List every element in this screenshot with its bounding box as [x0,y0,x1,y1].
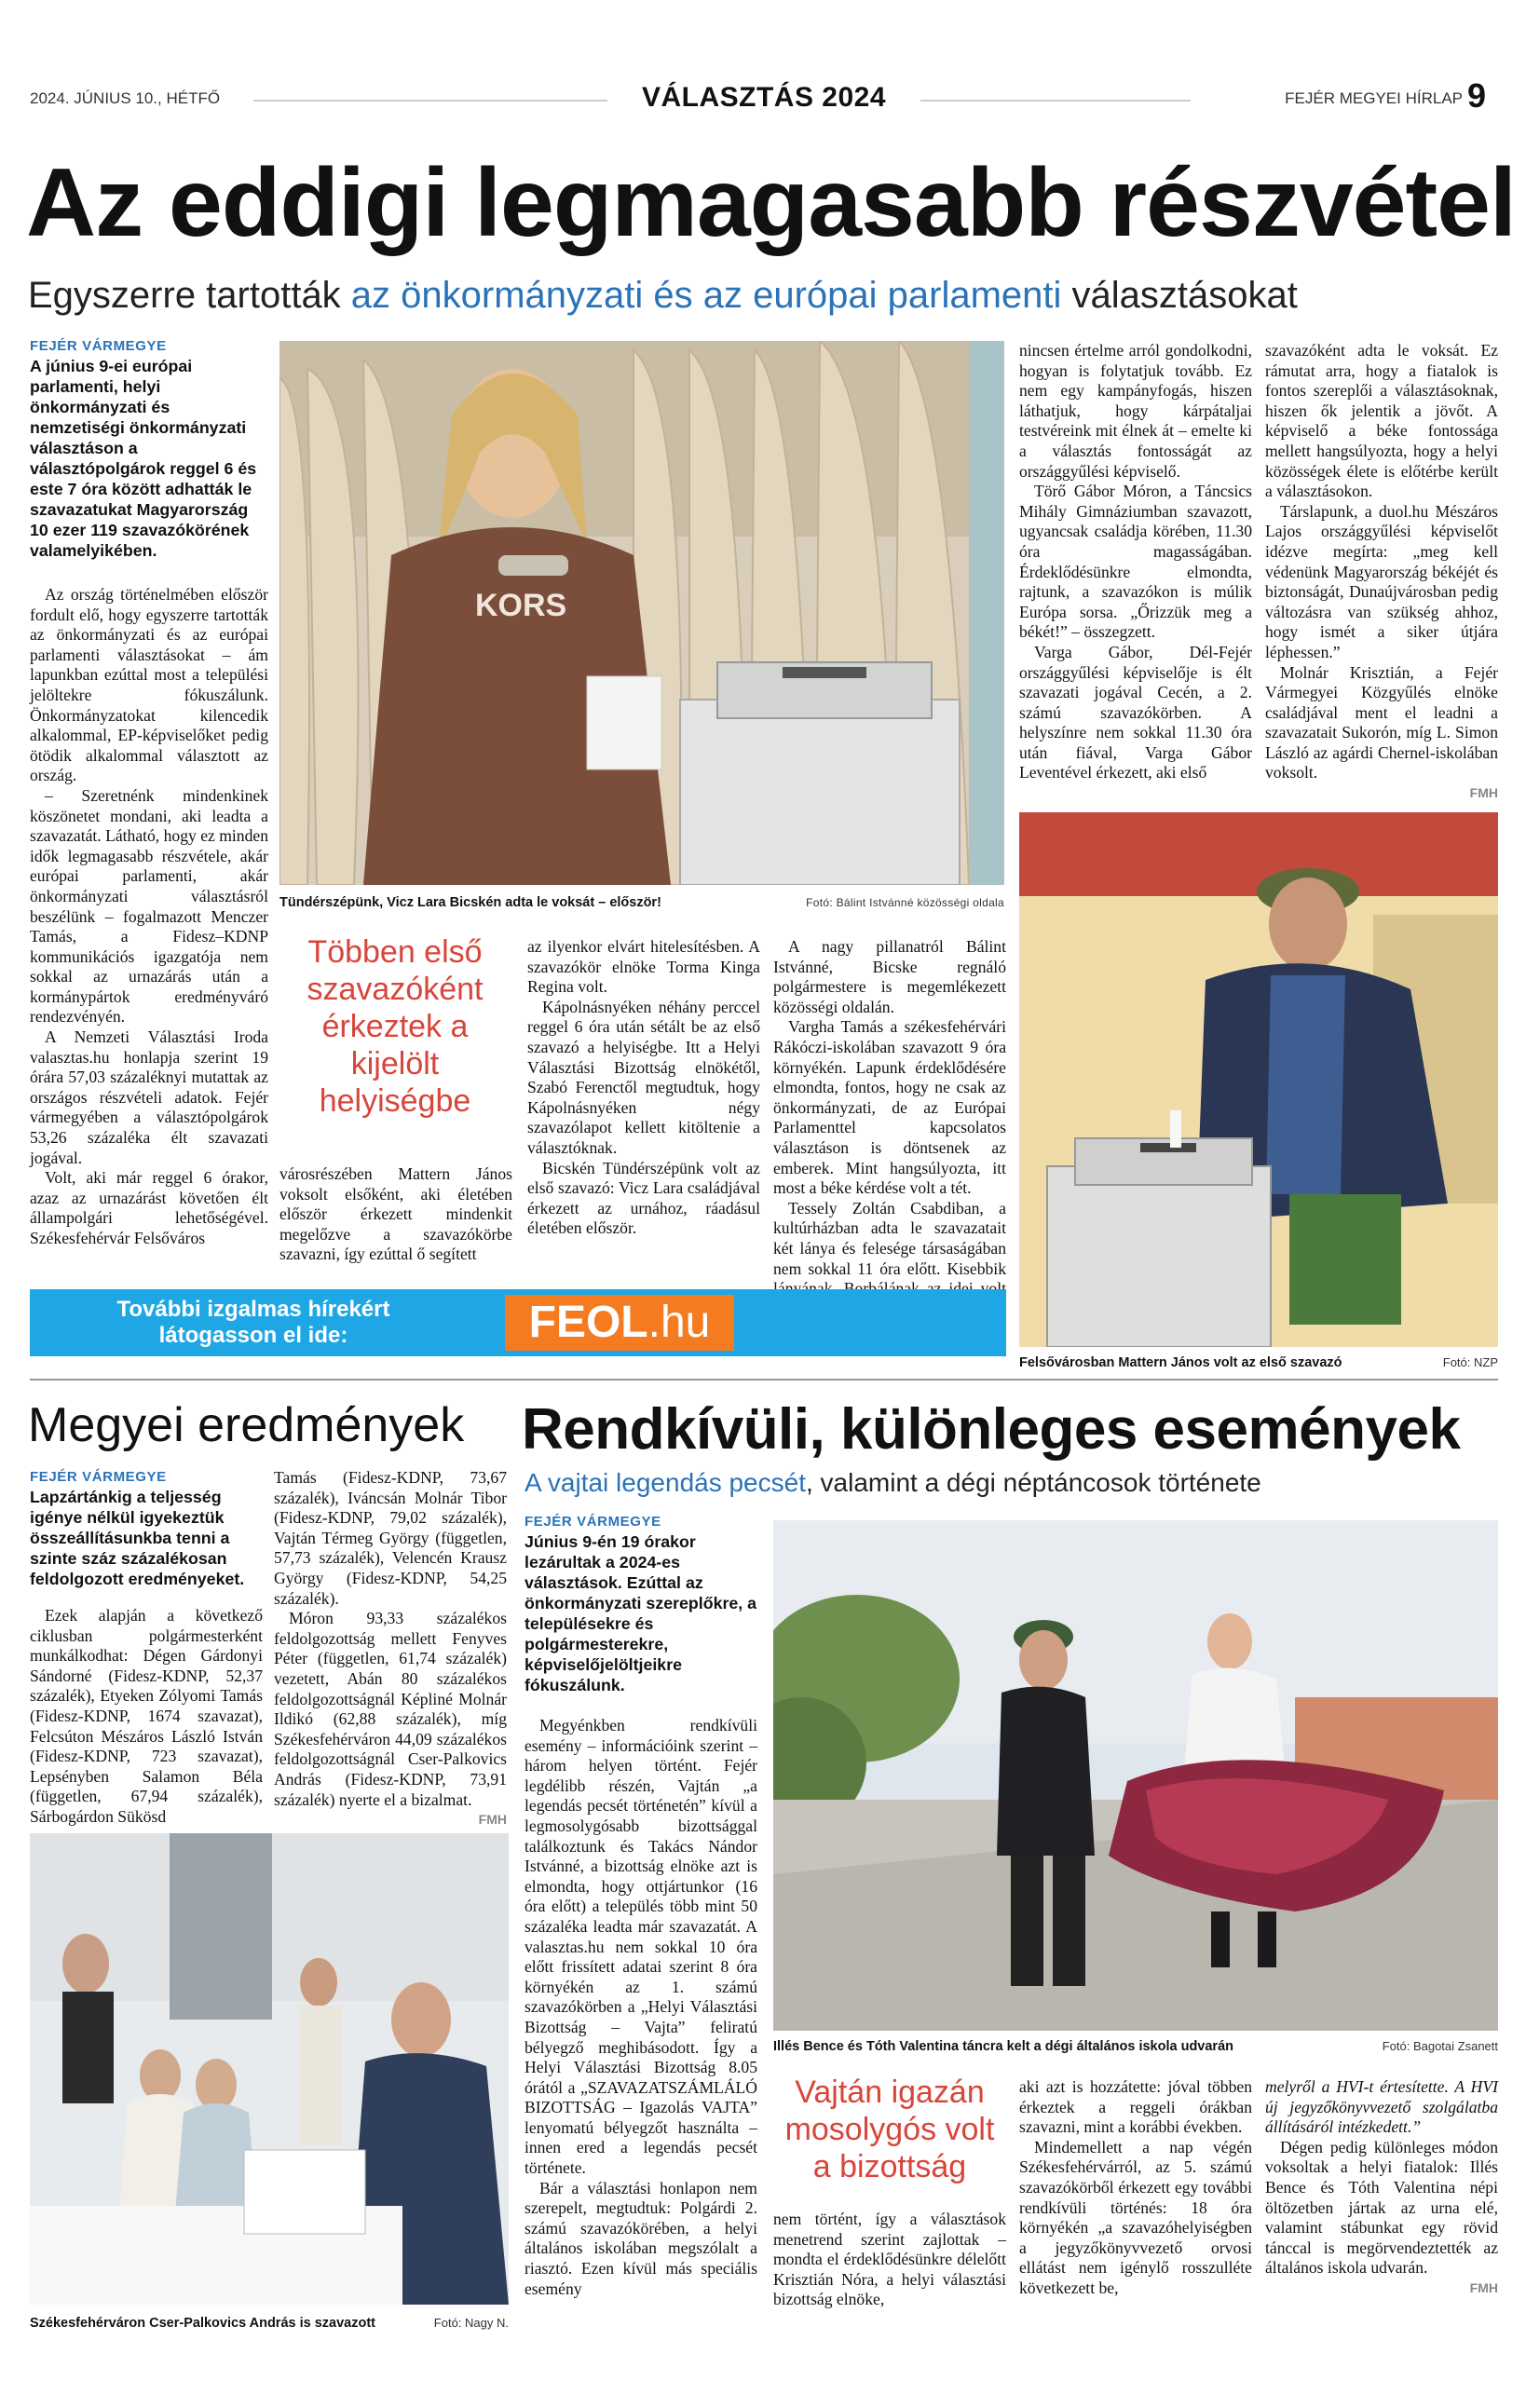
mattern-illustration [1019,812,1498,1347]
photo1-credit: Fotó: Bálint Istvánné közösségi oldala [806,896,1004,909]
main-col1 [30,337,268,1249]
county-col1 [30,1468,263,1828]
special-col4-body [1265,2077,1498,2299]
pull-quote-vajta: Vajtán igazán mosolygós volt a bizottság [784,2075,995,2184]
main-col3-body [527,937,760,1239]
photo-mattern [1019,812,1498,1347]
main-headline: Az eddigi legmagasabb részvétel [26,149,1516,257]
special-col1-p2: Bár a választási honlapon nem szerepelt, megtudtuk: Polgárdi 2. számú szavazókörében, a helyi általános iskolában megszólalt a riasztó. Ezen kívül más speciális esemény [525,2178,757,2298]
main-subhead [28,273,1509,318]
photo-dance [773,1520,1498,2031]
main-subhead-highlight: az önkormányzati és az európai parlamenti [350,275,1062,316]
special-col3-p2: Mindemellett a nap végén Székesfehérvárról, az 5. számú szavazókörből érkezett egy további rendkívüli történés: 18 óra környékén „a szavazóhelyiségben a jegyzőkönyvvezető orvosi ellátást nem igénylő rosszulléte következett be, [1019,2137,1252,2297]
county-lead: Lapzártánkig a teljesség igénye nélkül igyekeztük összeállításunkba tenni a szinte száz százalékosan feldolgozott eredményeket. [30,1488,245,1588]
special-col3-body [1019,2077,1252,2299]
cser-palkovics-illustration [30,1833,509,2305]
photo1-caption: Tündérszépünk, Vicz Lara Bicskén adta le voksát – először! [279,895,661,910]
special-col3-p1: aki azt is hozzátette: jóval többen érkeztek a reggeli órákban szavazni, mint a korábbi években. [1019,2077,1252,2137]
special-col2-body [773,2210,1006,2310]
main-col1-p3: A Nemzeti Választási Iroda valasztas.hu honlapja szerint 19 órára 57,03 százaléknyi mutattak az országos részvételi adatok. Fejér vármegyében a választópolgárok 53,26 százaléka élt szavazati jogával. [30,1027,268,1167]
main-col4-lower-p1: A nagy pillanatról Bálint Istvánné, Bicske regnáló polgármestere is megemlékezett közösségi oldalán. [773,937,1006,1016]
main-col5-top-p2 [1265,502,1498,663]
county-photo-caption-row [30,2315,509,2332]
shirt-print: KORS [475,588,567,623]
promo-brand-box[interactable] [505,1295,734,1351]
special-subhead-post: , valamint a dégi néptáncosok története [805,1468,1261,1497]
county-col1-p1: Ezek alapján a következő ciklusban polgármesterként munkálkodhat: Dégen Gárdonyi Sándorné (Fidesz-KDNP, 52,37 százalék), Etyeken Zólyomi Tamás (Fidesz-KDNP, 1674 szavazat), Felcsúton Mészáros László István (Fidesz-KDNP, 723 szavazat), Lepsényben Salamon Béla (független, 67,94 százalék), Sárbogárdon Sükösd [30,1606,263,1826]
special-col4-p1: melyről a HVI-t értesítette. A HVI új jegyzőkönyvvezető szolgálatba állításáról intézkedett.” [1265,2077,1498,2137]
photo2-credit: Fotó: NZP [1442,1355,1498,1369]
main-col4-top-p1: nincsen értelme arról gondolkodni, hogyan is folytatjuk tovább. Ez nem egy kampányfogás, hiszen láthatjuk, hogy kárpátaljai testvéreink mit élnek át – emelte ki a választás fontosságát az országgyűlési képviselő. [1019,341,1252,481]
header-date: 2024. JÚNIUS 10., HÉTFŐ [30,89,221,107]
main-col3-p3: Bicskén Tündérszépünk volt az első szavazó: Vicz Lara családjával érkezett az urnához, ráadásul életében először. [527,1158,760,1238]
main-lead: A június 9-ei európai parlamenti, helyi önkormányzati és nemzetiségi önkormányzati választáson a választópolgárok reggel 6 és este 7 óra között adhatták le szavazatukat Magyarország 10 ezer 119 szavazókörének valamelyikében. [30,357,257,560]
main-col3-p1: az ilyenkor elvárt hitelesítésben. A szavazókör elnöke Torma Kinga Regina volt. [527,937,760,997]
header-paper: FEJÉR MEGYEI HÍRLAP [1285,89,1463,107]
county-col2-p1: Tamás (Fidesz-KDNP, 73,67 százalék), Iváncsán Molnár Tibor (Fidesz-KDNP, 79,02 százalék), Vajtán Térmeg György (független, 57,73 százalék), Velencén Krausz György (Fidesz-KDNP, 54,25 százalék). [274,1468,507,1608]
county-headline: Megyei eredmények [28,1398,465,1452]
dance-illustration [773,1520,1498,2031]
main-kicker: FEJÉR VÁRMEGYE [30,338,167,354]
header-rule-left [253,100,607,102]
special-headline: Rendkívüli, különleges események [522,1397,1461,1462]
county-signature: FMH [478,1812,507,1828]
page-number: 9 [1467,76,1487,115]
county-col1-body [30,1606,263,1828]
header-section: VÁLASZTÁS 2024 [641,82,887,113]
pull-quote-first-voters: Többen első szavazóként érkeztek a kijelölt helyiségbe [307,934,484,1119]
promo-text [67,1297,440,1349]
main-col4-top-p3: Varga Gábor, Dél-Fejér országgyűlési képviselője is élt szavazati jogával Cecén, a 2. számú szavazókörben. A helyszínre nem sokkal 11.30 óra után fiával, Varga Gábor Leventével érkezett, aki első [1019,642,1252,782]
special-col4-p2: Dégen pedig különleges módon voksoltak a helyi fiatalok: Illés Bence és Tóth Valentina népi öltözetben jártak az urna elé, valamint stábunkat egy rövid tánccal is megörvendeztették az általános iskola udvarán. [1265,2137,1498,2278]
main-col1-p2: – Szeretnénk mindenkinek köszönetet mondani, aki leadta a szavazatát. Látható, hogy ez minden idők legmagasabb részvétele, akár európai parlamenti, akár önkormányzati választásról beszélünk – fogalmazott Menczer Tamás, a Fidesz–KDNP kommunikációs igazgatója nem sokkal az urnazárás után a kormánypártok eredményváró rendezvényén. [30,785,268,1027]
main-signature: FMH [1469,785,1498,801]
photo-first-voter [279,341,1004,885]
main-col2-body [279,1164,512,1265]
special-col1-p1: Megyénkben rendkívüli esemény – információink szerint – három helyen történt. Fejér legdélibb részén, Vajtán „a legendás pecsét történetén” kívül a legmosolygósabb bizottsággal találkoztunk és Takács Nándor Istvánné, a bizottság elnöke azt is elmondta, hogy ottjártunkor (16 óra előtt) a település több mint 50 százaléka leadta már szavazatát. A valasztas.hu nem sokkal 10 óra előtt frissített adatai szerint 8 óra környékén az 1. számú szavazókörben a „Helyi Választási Bizottság – Vajta” feliratú bélyegző meghibásodott. Így a Helyi Választási Bizottság 8.05 órától a „SZAVAZATSZÁMLÁLÓ BIZOTTSÁG – Igazolás VAJTA” lenyomatú bélyegzőt használta – innen ered a legendás pecsét története. [525,1716,757,2178]
special-kicker: FEJÉR VÁRMEGYE [525,1514,661,1530]
main-col4-lower-p3: Tessely Zoltán Csabdiban, a kultúrházban adta le szavazatait két lánya és felesége társaságában nem sokkal 11 óra előtt. Kisebbik [773,1198,1006,1278]
main-col2-p1: városrészében Mattern János voksolt elsőként, aki életében először érkezett mindenkit megelőzve a szavazókörbe szavazni, így ezúttal ő segített [279,1164,512,1264]
special-col2-p1: nem történt, így a választások menetrend szerint zajlottak – mondta el érdeklődésünkre délelőtt Krisztián Nóra, a helyi választási bizottság elnöke, [773,2210,1006,2309]
header-rule-right [920,100,1191,102]
special-lead: Június 9-én 19 órakor lezárultak a 2024-es választások. Ezúttal az önkormányzati szereplőkre, a településekre és polgármesterekre, képviselőjelöltjeikre fókuszálunk. [525,1532,757,1694]
main-col4-lower-body [773,937,1006,1340]
dance-credit: Fotó: Bagotai Zsanett [1382,2039,1498,2053]
photo2-caption: Felsővárosban Mattern János volt az első szavazó [1019,1355,1342,1370]
section-divider [30,1379,1498,1381]
dance-caption: Illés Bence és Tóth Valentina táncra kelt a dégi általános iskola udvarán [773,2039,1233,2054]
main-col5-top-p3: Molnár Krisztián, a Fejér Vármegyei Közgyűlés elnöke családjával ment el leadni a szavazatait Sukorón, míg L. Simon László az agárdi Chernel-iskolában voksolt. [1265,662,1498,782]
promo-brand: FEOL [528,1298,648,1347]
special-subhead-highlight: A vajtai legendás pecsét [525,1468,806,1497]
main-col3-p2: Kápolnásnyéken néhány perccel reggel 6 óra után sétált be az első szavazó a helyiségbe. Itt a Helyi Választási Bizottság elnökétől, Szabó Ferenctől megtudtuk, hogy Kápolnásnyéken négy szavazólapot kellett kitöltenie a választóknak. [527,997,760,1157]
special-col1-body [525,1716,757,2299]
main-col5-top-body [1265,341,1498,804]
photo1-caption-row [279,894,1004,911]
dance-caption-row [773,2038,1498,2055]
promo-tld: .hu [647,1298,711,1347]
main-col1-p4: Volt, aki már reggel 6 órakor, azaz az urnazárást követően élt állampolgári lehetőségével. Székesfehérvár Felsőváros [30,1168,268,1247]
special-col1 [525,1513,757,2299]
main-col4-top-p2: Törő Gábor Móron, a Táncsics Mihály Gimnáziumban szavazott, ugyancsak családja körében, 11.30 óra magasságában. Érdeklődésünkre elmondta, rajtunk, a szavazókon is múlik Európa sorsa. „Őrizzük meg a békét!” – összegzett. [1019,482,1252,642]
promo-line2: látogasson el ide: [158,1323,348,1348]
county-photo-caption: Székesfehérváron Cser-Palkovics András is szavazott [30,2316,375,2331]
main-col1-p1: Az ország történelmében először fordult elő, hogy egyszerre tartották az önkormányzati és az európai parlamenti választásokat – ám lapunkban ezúttal most a települési jelöltekre fókuszálunk. Önkormányzatokat kilencedik alkalommal, EP-képviselőket pedig ötödik alkalommal választott az ország. [30,585,268,785]
main-col4-lower-p2: Vargha Tamás a székesfehérvári Rákóczi-iskolában szavazott 9 óra környékén. Lapunk érdeklődésére elmondta, fontos, hogy ne csak az önkormányzati, de az Európai Parlamenttel kapcsolatos választáson is döntsenek az emberek. Mint hangsúlyozta, itt most a béke kérdése volt a tét. [773,1017,1006,1198]
main-subhead-post: választásokat [1061,275,1298,316]
photo2-caption-row [1019,1354,1498,1371]
main-col5-top-p2-text: Társlapunk, a duol.hu Mészáros Lajos országgyűlési képviselőt idézve megírta: „meg kell védenünk Magyarország békéjét és biztonságát, Dunaújvárosban pedig változásra van szükség ahhoz, hogy ismét a siker útjára léphessen.” [1265,501,1498,661]
main-col4-top-body [1019,341,1252,783]
special-signature: FMH [1469,2279,1498,2295]
promo-line1: További izgalmas hírekért [116,1297,390,1322]
special-subhead [525,1467,1503,1499]
main-col1-body [30,585,268,1249]
feol-promo-banner[interactable] [30,1289,1006,1356]
first-voter-illustration [279,341,1004,885]
main-col5-top-p1: szavazóként adta le voksát. Ez rámutat arra, hogy a fiatalok is fontos szereplői a választásoknak, hiszen ők jelentik a jövőt. A képviselő a béke fontossága mellett hangsúlyozta, hogy a helyi közösségek élete is előtérbe került a választásokon. [1265,341,1498,501]
county-photo-credit: Fotó: Nagy N. [433,2316,509,2330]
county-col2-p2: Móron 93,33 százalékos feldolgozottság mellett Fenyves Péter (független, 61,74 százalék) vezetett, Abán 80 százalékos feldolgozottságnál Képliné Molnár Ildikó (62,88 százalék), míg Székesfehérváron 44,09 százalékos feldolgozottságnál Cser-Palkovics András (Fidesz-KDNP, 73,91 százalék) nyerte el a bizalmat. [274,1609,507,1809]
county-kicker: FEJÉR VÁRMEGYE [30,1469,167,1485]
county-col2-body [274,1468,507,1830]
main-subhead-pre: Egyszerre tartották [28,275,351,316]
photo-cser-palkovics [30,1833,509,2305]
